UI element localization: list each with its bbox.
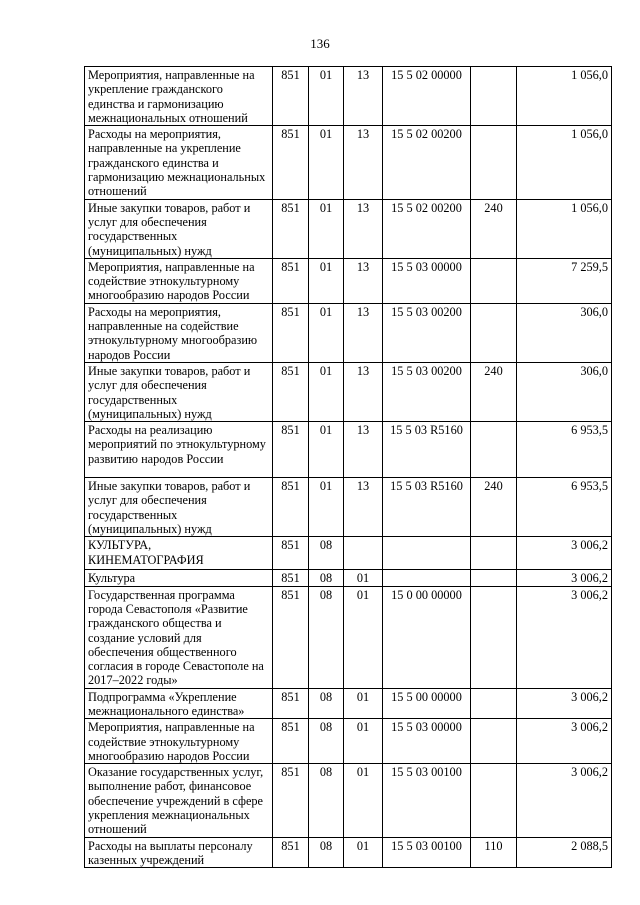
item-name-cell: Мероприятия, направленные на укрепление гражданского единства и гармонизацию межнациональных отношений	[85, 67, 273, 126]
ministry-code-cell: 851	[273, 570, 309, 586]
target-article-cell	[383, 570, 471, 586]
amount-cell: 1 056,0	[517, 199, 612, 258]
table-row	[85, 126, 612, 199]
ministry-code-cell: 851	[273, 837, 309, 868]
subsection-code-cell: 01	[344, 688, 383, 719]
page-number: 136	[310, 36, 330, 51]
expense-type-cell	[471, 586, 517, 688]
subsection-code-cell: 01	[344, 764, 383, 837]
amount-cell: 6 953,5	[517, 478, 612, 537]
target-article-cell: 15 5 03 00200	[383, 362, 471, 421]
target-article-cell	[383, 537, 471, 570]
subsection-code-cell: 01	[344, 586, 383, 688]
expense-type-cell	[471, 570, 517, 586]
subsection-code-cell: 13	[344, 67, 383, 126]
ministry-code-cell: 851	[273, 199, 309, 258]
amount-cell: 7 259,5	[517, 258, 612, 303]
amount-cell: 1 056,0	[517, 126, 612, 199]
ministry-code-cell: 851	[273, 67, 309, 126]
item-name-cell: Культура	[85, 570, 273, 586]
section-code-cell: 01	[309, 126, 344, 199]
item-name-cell: Мероприятия, направленные на содействие этнокультурному многообразию народов России	[85, 258, 273, 303]
item-name-cell: Иные закупки товаров, работ и услуг для обеспечения государственных (муниципальных) нужд	[85, 478, 273, 537]
section-code-cell: 01	[309, 422, 344, 478]
table-row	[85, 478, 612, 537]
target-article-cell: 15 5 03 00000	[383, 719, 471, 764]
ministry-code-cell: 851	[273, 126, 309, 199]
section-code-cell: 08	[309, 764, 344, 837]
target-article-cell: 15 0 00 00000	[383, 586, 471, 688]
table-row	[85, 258, 612, 303]
item-name-cell: Расходы на мероприятия, направленные на укрепление гражданского единства и гармонизацию межнациональных отношений	[85, 126, 273, 199]
expense-type-cell	[471, 688, 517, 719]
section-code-cell: 01	[309, 478, 344, 537]
target-article-cell: 15 5 03 R5160	[383, 478, 471, 537]
ministry-code-cell: 851	[273, 478, 309, 537]
section-code-cell: 01	[309, 199, 344, 258]
amount-cell: 3 006,2	[517, 719, 612, 764]
section-code-cell: 01	[309, 258, 344, 303]
subsection-code-cell: 13	[344, 303, 383, 362]
table-row	[85, 586, 612, 688]
budget-table	[84, 66, 612, 868]
section-code-cell: 08	[309, 570, 344, 586]
item-name-cell: Расходы на выплаты персоналу казенных учреждений	[85, 837, 273, 868]
expense-type-cell	[471, 258, 517, 303]
table-row	[85, 688, 612, 719]
expense-type-cell: 240	[471, 478, 517, 537]
item-name-cell: Государственная программа города Севастополя «Развитие гражданского общества и создание условий для обеспечения общественного согласия в городе Севастополе на 2017–2022 годы»	[85, 586, 273, 688]
item-name-cell: Иные закупки товаров, работ и услуг для обеспечения государственных (муниципальных) нужд	[85, 362, 273, 421]
amount-cell: 306,0	[517, 303, 612, 362]
ministry-code-cell: 851	[273, 586, 309, 688]
expense-type-cell	[471, 126, 517, 199]
expense-type-cell	[471, 422, 517, 478]
subsection-code-cell: 13	[344, 422, 383, 478]
subsection-code-cell: 13	[344, 126, 383, 199]
budget-table-body	[85, 67, 612, 868]
expense-type-cell	[471, 764, 517, 837]
item-name-cell: КУЛЬТУРА, КИНЕМАТОГРАФИЯ	[85, 537, 273, 570]
section-code-cell: 01	[309, 303, 344, 362]
table-row	[85, 719, 612, 764]
subsection-code-cell: 01	[344, 719, 383, 764]
table-row	[85, 67, 612, 126]
expense-type-cell: 240	[471, 199, 517, 258]
section-code-cell: 08	[309, 837, 344, 868]
subsection-code-cell: 13	[344, 258, 383, 303]
section-code-cell: 08	[309, 688, 344, 719]
section-code-cell: 08	[309, 586, 344, 688]
table-row	[85, 199, 612, 258]
subsection-code-cell: 13	[344, 199, 383, 258]
target-article-cell: 15 5 00 00000	[383, 688, 471, 719]
item-name-cell: Оказание государственных услуг, выполнение работ, финансовое обеспечение учреждений в сфере укрепления межнациональных отношений	[85, 764, 273, 837]
ministry-code-cell: 851	[273, 362, 309, 421]
ministry-code-cell: 851	[273, 688, 309, 719]
target-article-cell: 15 5 03 00200	[383, 303, 471, 362]
amount-cell: 306,0	[517, 362, 612, 421]
subsection-code-cell: 13	[344, 362, 383, 421]
amount-cell: 3 006,2	[517, 764, 612, 837]
ministry-code-cell: 851	[273, 719, 309, 764]
expense-type-cell	[471, 719, 517, 764]
expense-type-cell: 110	[471, 837, 517, 868]
section-code-cell: 08	[309, 719, 344, 764]
table-row	[85, 764, 612, 837]
ministry-code-cell: 851	[273, 764, 309, 837]
item-name-cell: Подпрограмма «Укрепление межнационального единства»	[85, 688, 273, 719]
amount-cell: 2 088,5	[517, 837, 612, 868]
section-code-cell: 01	[309, 362, 344, 421]
ministry-code-cell: 851	[273, 422, 309, 478]
section-code-cell: 01	[309, 67, 344, 126]
subsection-code-cell: 13	[344, 478, 383, 537]
target-article-cell: 15 5 03 00100	[383, 764, 471, 837]
expense-type-cell: 240	[471, 362, 517, 421]
expense-type-cell	[471, 67, 517, 126]
table-row	[85, 303, 612, 362]
amount-cell: 3 006,2	[517, 688, 612, 719]
table-row	[85, 570, 612, 586]
ministry-code-cell: 851	[273, 258, 309, 303]
subsection-code-cell	[344, 537, 383, 570]
target-article-cell: 15 5 02 00000	[383, 67, 471, 126]
item-name-cell: Иные закупки товаров, работ и услуг для обеспечения государственных (муниципальных) нужд	[85, 199, 273, 258]
section-code-cell: 08	[309, 537, 344, 570]
table-row	[85, 362, 612, 421]
subsection-code-cell: 01	[344, 570, 383, 586]
item-name-cell: Расходы на реализацию мероприятий по этнокультурному развитию народов России	[85, 422, 273, 478]
item-name-cell: Мероприятия, направленные на содействие этнокультурному многообразию народов России	[85, 719, 273, 764]
table-row	[85, 837, 612, 868]
expense-type-cell	[471, 303, 517, 362]
ministry-code-cell: 851	[273, 537, 309, 570]
amount-cell: 6 953,5	[517, 422, 612, 478]
amount-cell: 3 006,2	[517, 586, 612, 688]
expense-type-cell	[471, 537, 517, 570]
target-article-cell: 15 5 03 00100	[383, 837, 471, 868]
target-article-cell: 15 5 03 R5160	[383, 422, 471, 478]
ministry-code-cell: 851	[273, 303, 309, 362]
amount-cell: 3 006,2	[517, 537, 612, 570]
amount-cell: 3 006,2	[517, 570, 612, 586]
item-name-cell: Расходы на мероприятия, направленные на содействие этнокультурному многообразию народов России	[85, 303, 273, 362]
subsection-code-cell: 01	[344, 837, 383, 868]
target-article-cell: 15 5 03 00000	[383, 258, 471, 303]
amount-cell: 1 056,0	[517, 67, 612, 126]
table-row	[85, 422, 612, 478]
table-row	[85, 537, 612, 570]
target-article-cell: 15 5 02 00200	[383, 199, 471, 258]
target-article-cell: 15 5 02 00200	[383, 126, 471, 199]
